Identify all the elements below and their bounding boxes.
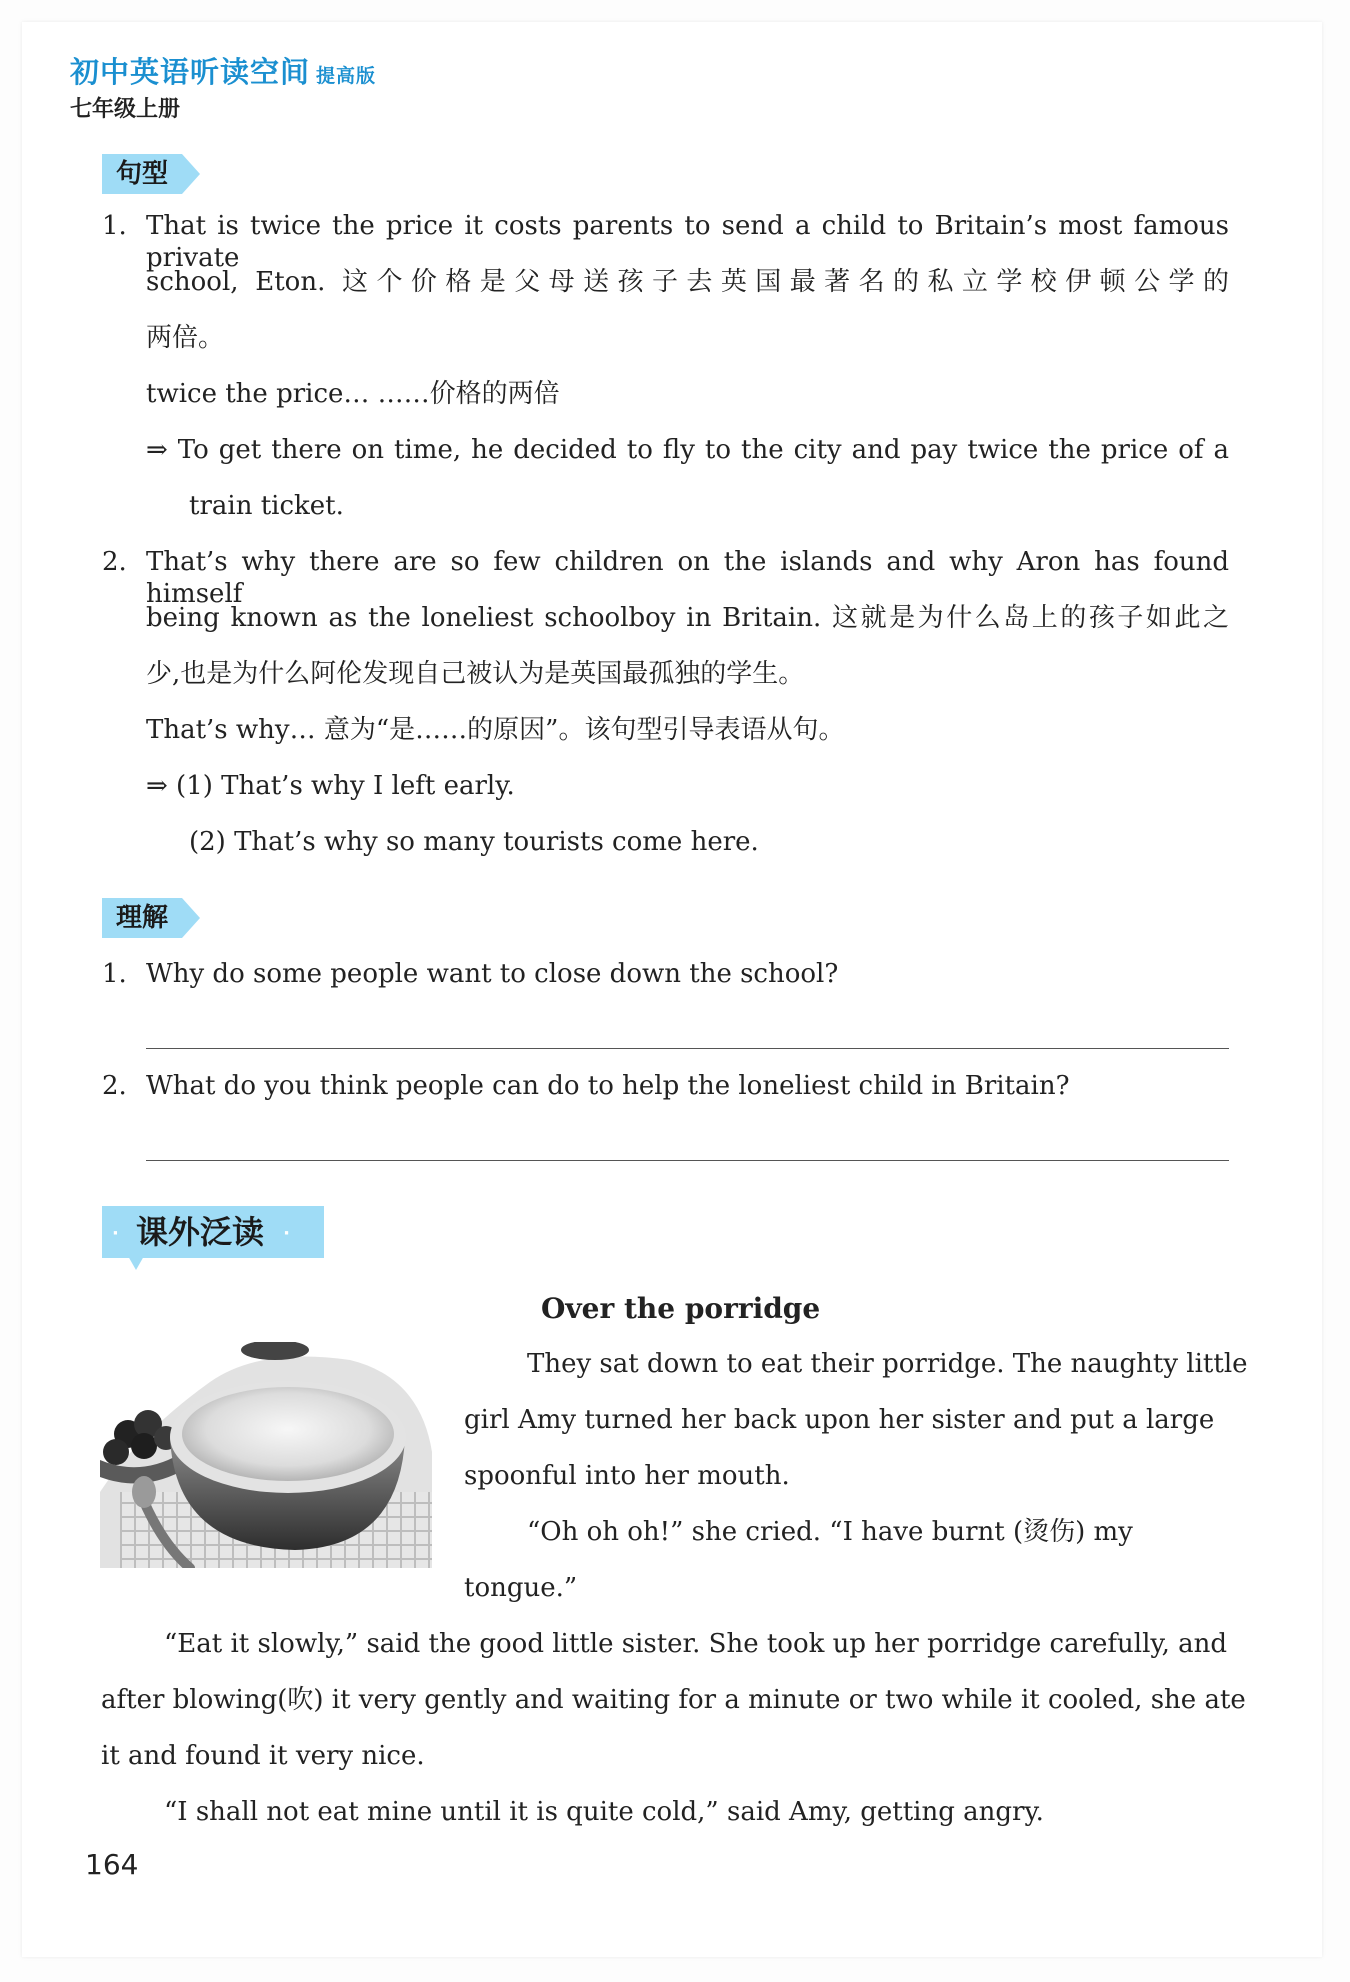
item1-line3: 两倍。 <box>146 323 225 353</box>
item2-line1: That’s why there are so few children on the islands and why Aron has found himself <box>146 547 1229 609</box>
item2-example2: (2) That’s why so many tourists come here. <box>189 827 759 857</box>
answer-line-1[interactable] <box>146 1048 1229 1049</box>
section-tag-label: 理解 <box>102 898 182 938</box>
question-number: 2. <box>102 1071 127 1101</box>
question-2: What do you think people can do to help the loneliest child in Britain? <box>146 1071 1070 1101</box>
section-tag-label: 句型 <box>102 154 182 194</box>
edition-label: 提高版 <box>316 65 377 87</box>
question-1: Why do some people want to close down the school? <box>146 959 839 989</box>
book-title <box>70 50 376 91</box>
story-title: Over the porridge <box>541 1292 821 1325</box>
p2-line1: “Oh oh oh!” she cried. “I have burnt (烫伤) my <box>527 1517 1133 1547</box>
item-number: 2. <box>102 547 127 577</box>
p4-line1: “I shall not eat mine until it is quite cold,” said Amy, getting angry. <box>164 1797 1044 1827</box>
p1-line3: spoonful into her mouth. <box>464 1461 790 1491</box>
p3-line1: “Eat it slowly,” said the good little sister. She took up her porridge carefully, and <box>164 1629 1228 1659</box>
section-tag-label: 课外泛读 <box>135 1213 264 1251</box>
page-number: 164 <box>85 1848 139 1881</box>
p2-line2: tongue.” <box>464 1573 578 1603</box>
section-tag-sentence-patterns <box>102 154 200 194</box>
tag-tail-icon <box>128 1256 144 1270</box>
question-number: 1. <box>102 959 127 989</box>
porridge-photo <box>100 1342 432 1568</box>
book-title-text: 初中英语听读空间 <box>70 55 311 89</box>
p3-line2: after blowing(吹) it very gently and waiting for a minute or two while it cooled, she ate <box>101 1685 1246 1715</box>
item2-note: That’s why… 意为“是……的原因”。该句型引导表语从句。 <box>146 715 845 745</box>
tag-dot-right: · <box>283 1223 290 1244</box>
section-tag-comprehension <box>102 898 200 938</box>
answer-line-2[interactable] <box>146 1160 1229 1161</box>
grade-label: 七年级上册 <box>70 97 181 122</box>
item1-line2: school, Eton. 这个价格是父母送孩子去英国最著名的私立学校伊顿公学的 <box>146 267 1229 297</box>
section-tag-extra-reading <box>102 1206 324 1258</box>
tag-arrow-icon <box>182 154 200 194</box>
p1-line1: They sat down to eat their porridge. The naughty little <box>527 1349 1248 1379</box>
p3-line3: it and found it very nice. <box>101 1741 425 1771</box>
item1-example-line1: ⇒ To get there on time, he decided to fly to the city and pay twice the price of a <box>146 435 1229 465</box>
tag-dot-left: · <box>112 1223 119 1244</box>
item2-line3: 少,也是为什么阿伦发现自己被认为是英国最孤独的学生。 <box>146 659 805 689</box>
item2-line2: being known as the loneliest schoolboy in Britain. 这就是为什么岛上的孩子如此之 <box>146 603 1229 633</box>
item2-example1: ⇒ (1) That’s why I left early. <box>146 771 515 801</box>
item1-example-line2: train ticket. <box>189 491 344 521</box>
item1-line1: That is twice the price it costs parents to send a child to Britain’s most famous private <box>146 211 1229 273</box>
item1-note: twice the price… ……价格的两倍 <box>146 379 560 409</box>
tag-arrow-icon <box>182 898 200 938</box>
p1-line2: girl Amy turned her back upon her sister and put a large <box>464 1405 1215 1435</box>
item-number: 1. <box>102 211 127 241</box>
